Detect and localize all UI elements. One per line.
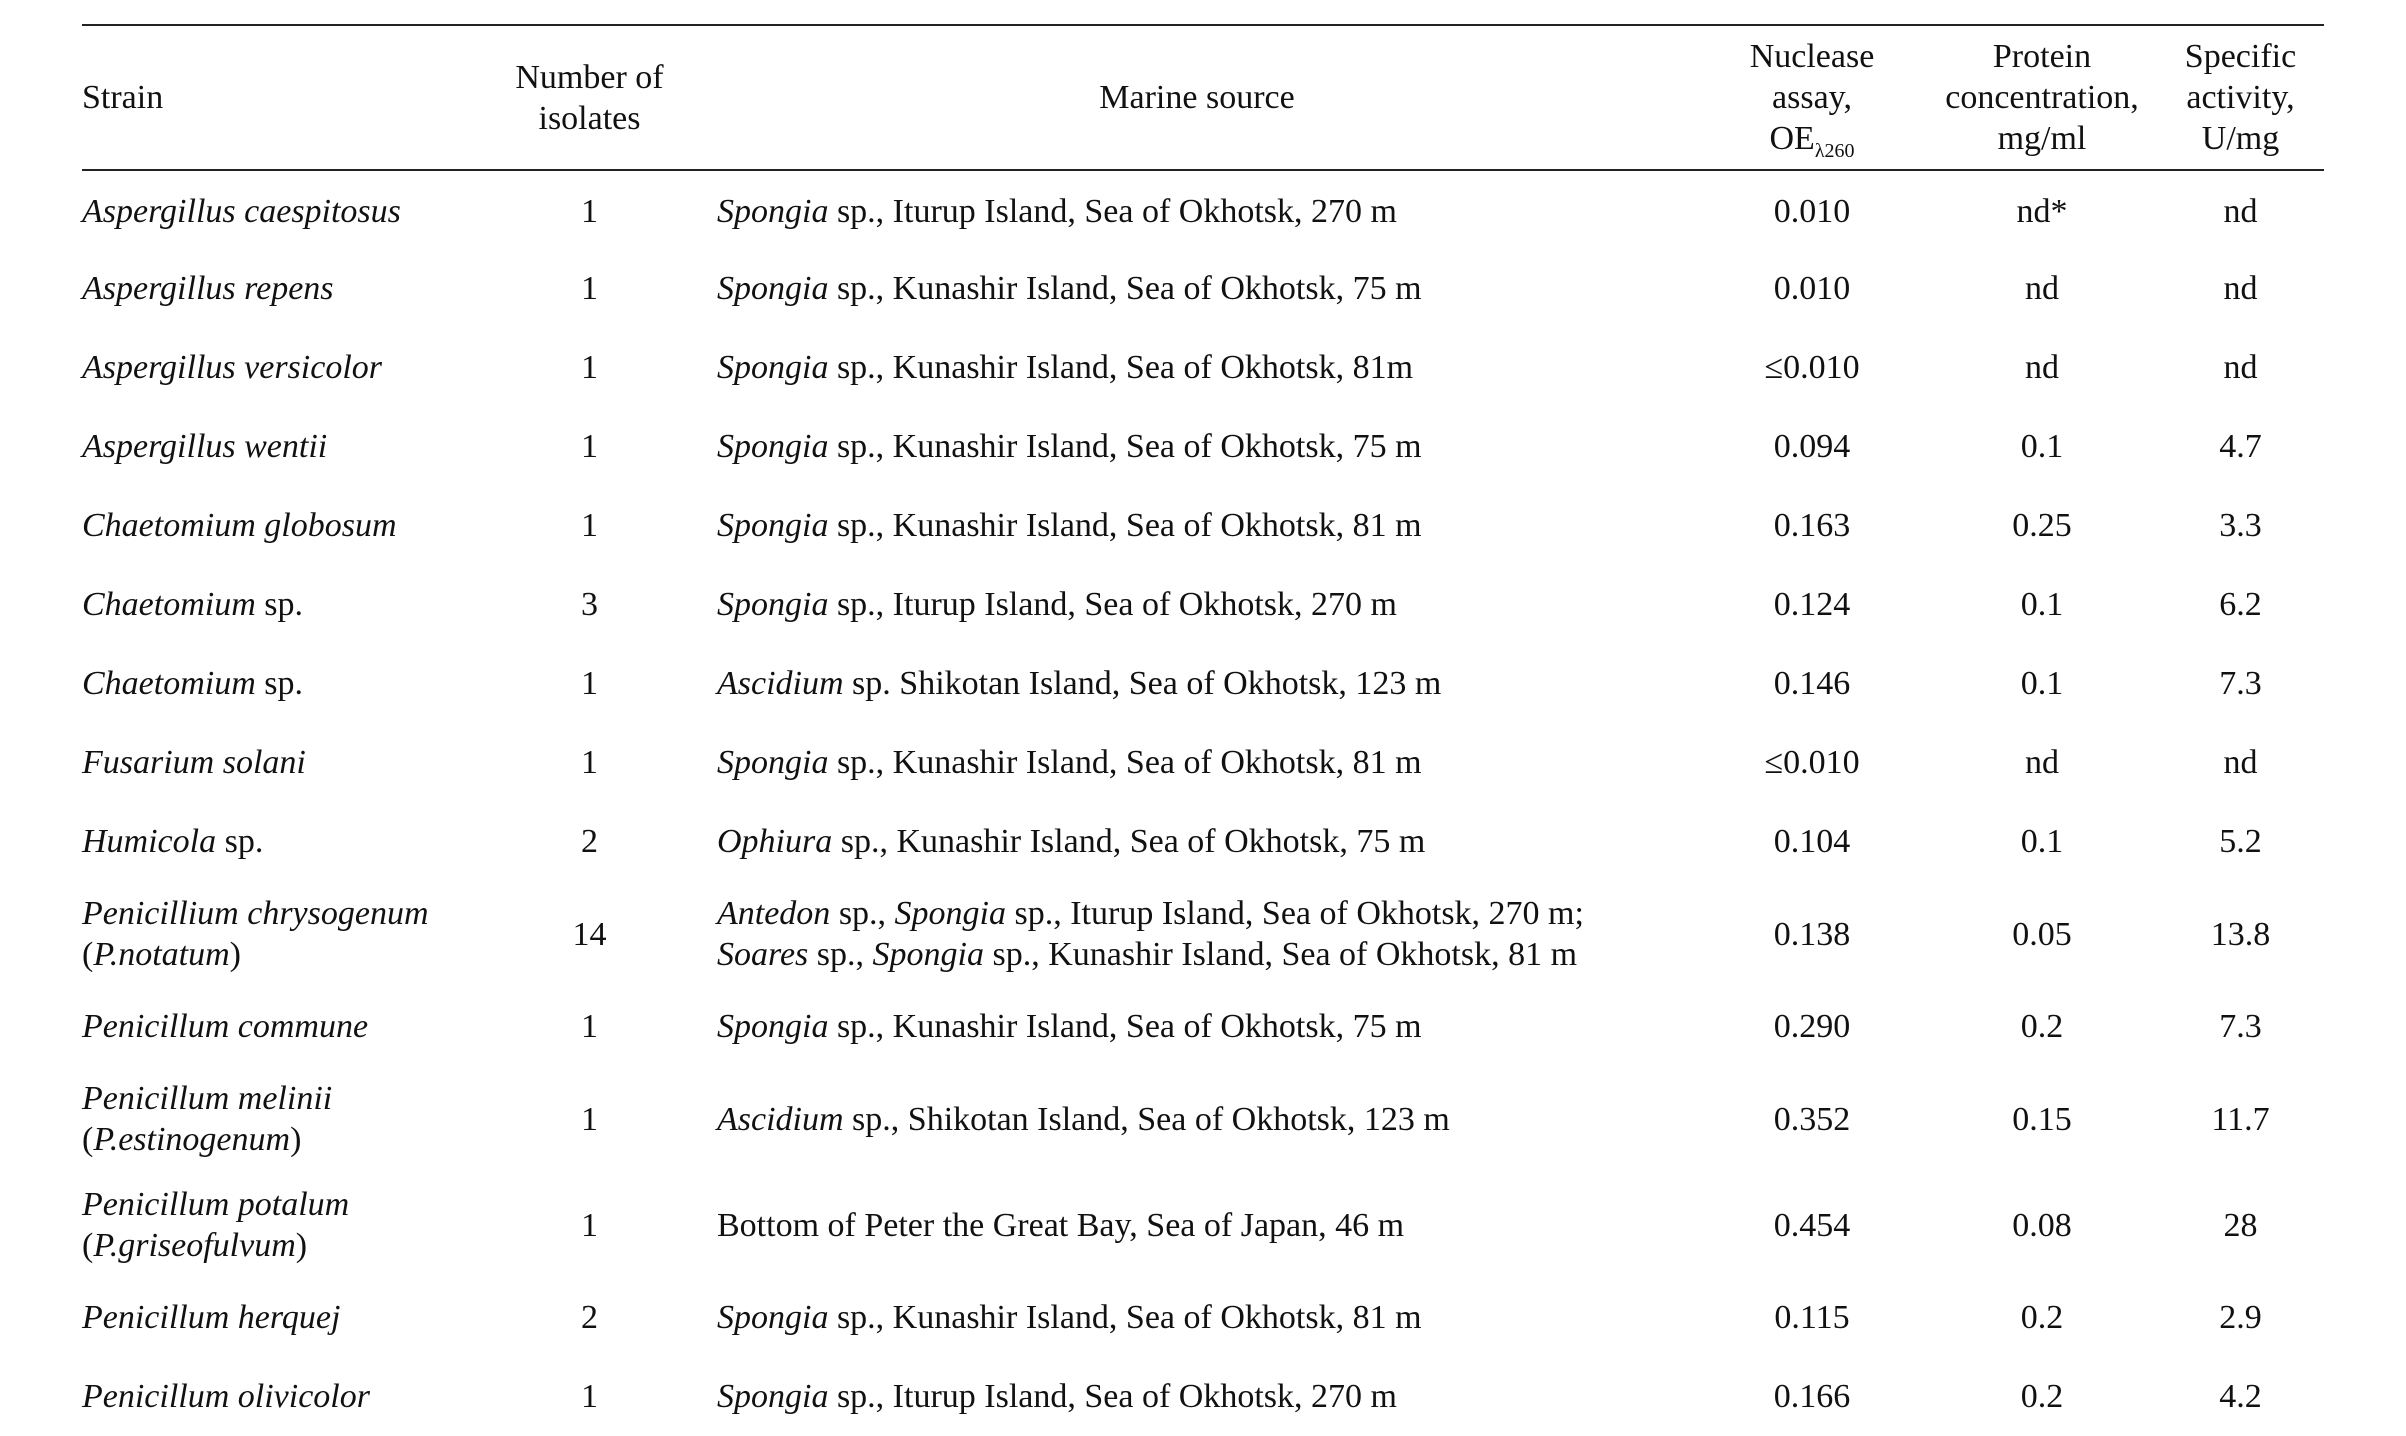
- text-run: ): [229, 936, 241, 973]
- cell-isolates: 1: [581, 744, 598, 781]
- table-row: [82, 1278, 2324, 1357]
- text-run: Penicillum melinii: [82, 1080, 333, 1117]
- table-row: [82, 170, 2324, 249]
- cell-strain: [82, 802, 482, 881]
- cell-specific-activity: 28: [2223, 1206, 2258, 1244]
- table-row: [82, 881, 2324, 987]
- text-run: P.estinogenum: [93, 1121, 291, 1158]
- source-line: [717, 1099, 1697, 1140]
- cell-protein-concentration: 0.05: [2012, 915, 2072, 953]
- text-run: sp.: [255, 665, 304, 702]
- text-run: sp., Iturup Island, Sea of Okhotsk, 270 m;: [1006, 895, 1584, 932]
- cell-strain: [82, 249, 482, 328]
- text-run: Spongia: [717, 428, 829, 465]
- text-run: Soares: [717, 936, 809, 973]
- cell-specific-activity: nd: [2223, 270, 2258, 307]
- text-run: Bottom of Peter the Great Bay, Sea of Japan, 46 m: [717, 1206, 1405, 1244]
- text-run: sp., Kunashir Island, Sea of Okhotsk, 81 m: [828, 1299, 1422, 1336]
- text-run: sp.,: [808, 936, 873, 973]
- table-row: [82, 249, 2324, 328]
- text-run: (: [82, 936, 94, 973]
- header-isolates: Number of isolates: [482, 25, 697, 170]
- cell-protein-concentration: 0.08: [2012, 1206, 2072, 1244]
- text-run: Chaetomium globosum: [82, 507, 397, 544]
- text-run: Aspergillus repens: [82, 270, 334, 307]
- text-run: sp., Kunashir Island, Sea of Okhotsk, 75 m: [832, 823, 1426, 860]
- text-run: Ascidium: [717, 1100, 844, 1138]
- table-row: [82, 407, 2324, 486]
- cell-protein-concentration: nd: [2025, 744, 2059, 781]
- cell-isolates: 1: [581, 1378, 598, 1415]
- text-run: Spongia: [717, 192, 829, 230]
- header-protein-concentration: Protein concentration, mg/ml: [1927, 25, 2157, 170]
- text-run: Aspergillus wentii: [82, 428, 328, 465]
- table-row: [82, 1172, 2324, 1278]
- text-run: Spongia: [717, 349, 829, 386]
- text-run: sp., Kunashir Island, Sea of Okhotsk, 75 m: [828, 270, 1422, 307]
- cell-strain: [82, 1066, 482, 1172]
- cell-marine-source: [697, 170, 1697, 249]
- text-run: Ascidium: [717, 665, 844, 702]
- source-line: [717, 1205, 1697, 1246]
- cell-specific-activity: 11.7: [2211, 1100, 2270, 1138]
- cell-specific-activity: 7.3: [2219, 1008, 2262, 1045]
- header-specific-activity: Specific activity, U/mg: [2157, 25, 2324, 170]
- text-run: Penicillum potalum: [82, 1186, 350, 1223]
- header-nuclease-assay: [1697, 25, 1927, 170]
- cell-strain: [82, 328, 482, 407]
- cell-isolates: 1: [581, 507, 598, 544]
- text-run: Spongia: [717, 507, 829, 544]
- text-run: Penicillum commune: [82, 1008, 369, 1045]
- cell-isolates: 1: [581, 665, 598, 702]
- table-row: [82, 987, 2324, 1066]
- text-run: Penicillum olivicolor: [82, 1378, 370, 1415]
- cell-protein-concentration: 0.1: [2020, 428, 2064, 465]
- text-run: Spongia: [894, 895, 1006, 932]
- text-run: Spongia: [717, 1008, 829, 1045]
- cell-marine-source: [697, 1172, 1697, 1278]
- cell-strain: [82, 1172, 482, 1278]
- text-run: Penicillum herquej: [82, 1299, 341, 1336]
- cell-strain: [82, 1278, 482, 1357]
- table-row: [82, 565, 2324, 644]
- cell-marine-source: [697, 987, 1697, 1066]
- text-run: sp.,: [830, 895, 895, 932]
- text-run: Spongia: [717, 270, 829, 307]
- cell-strain: [82, 987, 482, 1066]
- cell-nuclease-assay: 0.104: [1773, 823, 1851, 860]
- cell-marine-source: [697, 644, 1697, 723]
- source-line: [717, 663, 1697, 704]
- cell-strain: [82, 486, 482, 565]
- cell-isolates: 1: [581, 1100, 598, 1138]
- cell-isolates: 1: [581, 349, 598, 386]
- cell-marine-source: [697, 723, 1697, 802]
- cell-marine-source: [697, 328, 1697, 407]
- cell-protein-concentration: nd*: [2016, 192, 2068, 230]
- text-run: P.griseofulvum: [93, 1227, 296, 1264]
- cell-strain: [82, 723, 482, 802]
- text-run: Spongia: [717, 1378, 829, 1415]
- table-body: [82, 170, 2324, 1436]
- cell-protein-concentration: 0.2: [2020, 1008, 2064, 1045]
- text-run: Fusarium solani: [82, 744, 306, 781]
- text-run: Penicillium chrysogenum: [82, 895, 429, 932]
- text-run: Chaetomium: [82, 665, 256, 702]
- text-run: sp., Kunashir Island, Sea of Okhotsk, 81 m: [983, 936, 1578, 973]
- text-run: sp., Kunashir Island, Sea of Okhotsk, 81m: [828, 349, 1414, 386]
- text-run: sp. Shikotan Island, Sea of Okhotsk, 123 m: [843, 665, 1442, 702]
- text-run: Antedon: [717, 895, 831, 932]
- cell-strain: [82, 881, 482, 987]
- cell-nuclease-assay: 0.166: [1773, 1378, 1851, 1415]
- cell-nuclease-assay: 0.010: [1773, 192, 1851, 230]
- cell-marine-source: [697, 1066, 1697, 1172]
- cell-isolates: 1: [581, 1206, 598, 1244]
- text-run: Aspergillus versicolor: [82, 349, 382, 386]
- cell-nuclease-assay: 0.454: [1773, 1206, 1851, 1244]
- header-strain: Strain: [82, 25, 482, 170]
- fungal-strains-table: [82, 24, 2324, 1436]
- cell-specific-activity: nd: [2223, 744, 2258, 781]
- cell-isolates: 1: [581, 428, 598, 465]
- source-line: [717, 893, 1697, 934]
- cell-marine-source: [697, 881, 1697, 987]
- text-run: Aspergillus caespitosus: [82, 192, 401, 230]
- cell-protein-concentration: 0.1: [2020, 586, 2064, 623]
- cell-protein-concentration: nd: [2025, 270, 2059, 307]
- text-run: Spongia: [717, 586, 829, 623]
- cell-nuclease-assay: 0.290: [1773, 1008, 1851, 1045]
- header-marine-source: Marine source: [697, 25, 1697, 170]
- source-line: [717, 821, 1697, 862]
- text-run: sp., Kunashir Island, Sea of Okhotsk, 81 m: [828, 744, 1422, 781]
- cell-protein-concentration: 0.1: [2020, 823, 2064, 860]
- table-row: [82, 1357, 2324, 1436]
- text-run: Humicola: [82, 823, 217, 860]
- text-run: sp.: [255, 586, 304, 623]
- cell-isolates: 2: [581, 823, 598, 860]
- source-line: [717, 934, 1697, 975]
- text-run: sp., Kunashir Island, Sea of Okhotsk, 75 m: [828, 1008, 1422, 1045]
- text-run: sp., Shikotan Island, Sea of Okhotsk, 123 m: [843, 1100, 1450, 1138]
- cell-nuclease-assay: 0.163: [1773, 507, 1851, 544]
- source-line: [717, 505, 1697, 546]
- cell-nuclease-assay: 0.094: [1773, 428, 1851, 465]
- text-run: sp., Kunashir Island, Sea of Okhotsk, 81 m: [828, 507, 1422, 544]
- table-row: [82, 723, 2324, 802]
- cell-isolates: 1: [581, 192, 598, 230]
- table-row: [82, 486, 2324, 565]
- source-line: [717, 1006, 1697, 1047]
- text-run: sp., Kunashir Island, Sea of Okhotsk, 75 m: [828, 428, 1422, 465]
- cell-specific-activity: 13.8: [2210, 915, 2271, 953]
- source-line: [717, 584, 1697, 625]
- cell-isolates: 1: [581, 1008, 598, 1045]
- cell-protein-concentration: 0.1: [2020, 665, 2064, 702]
- text-run: Ophiura: [717, 823, 833, 860]
- cell-isolates: 2: [581, 1299, 598, 1336]
- cell-isolates: 1: [581, 270, 598, 307]
- nuclease-header-text: Nuclease assay, OE: [1749, 38, 1875, 157]
- cell-protein-concentration: 0.2: [2020, 1299, 2064, 1336]
- cell-nuclease-assay: ≤0.010: [1764, 349, 1860, 386]
- cell-nuclease-assay: 0.352: [1773, 1100, 1851, 1138]
- text-run: Chaetomium: [82, 586, 256, 623]
- cell-protein-concentration: 0.15: [2012, 1100, 2072, 1138]
- text-run: Spongia: [717, 744, 829, 781]
- nuclease-header-subscript: λ260: [1814, 139, 1855, 162]
- header-row: [82, 25, 2324, 170]
- source-line: [717, 268, 1697, 309]
- cell-marine-source: [697, 249, 1697, 328]
- cell-protein-concentration: 0.25: [2012, 507, 2072, 544]
- cell-nuclease-assay: 0.010: [1773, 270, 1851, 307]
- table-header: [82, 25, 2324, 170]
- cell-specific-activity: 6.2: [2219, 586, 2262, 623]
- text-run: ): [295, 1227, 308, 1264]
- text-run: sp., Iturup Island, Sea of Okhotsk, 270 m: [828, 1378, 1397, 1415]
- cell-nuclease-assay: 0.124: [1773, 586, 1851, 623]
- table-row: [82, 644, 2324, 723]
- cell-marine-source: [697, 1278, 1697, 1357]
- cell-marine-source: [697, 802, 1697, 881]
- table-row: [82, 1066, 2324, 1172]
- source-line: [717, 347, 1697, 388]
- cell-protein-concentration: nd: [2025, 349, 2059, 386]
- table-row: [82, 328, 2324, 407]
- cell-nuclease-assay: 0.138: [1773, 915, 1851, 953]
- cell-marine-source: [697, 1357, 1697, 1436]
- cell-isolates: 3: [581, 586, 598, 623]
- cell-strain: [82, 644, 482, 723]
- text-run: sp., Iturup Island, Sea of Okhotsk, 270 m: [828, 192, 1397, 230]
- text-run: ): [290, 1121, 302, 1158]
- text-run: sp.: [216, 823, 264, 860]
- source-line: [717, 1376, 1697, 1417]
- cell-specific-activity: 3.3: [2219, 507, 2262, 544]
- cell-specific-activity: 4.2: [2219, 1378, 2262, 1415]
- source-line: [717, 426, 1697, 467]
- cell-strain: [82, 1357, 482, 1436]
- cell-specific-activity: nd: [2223, 349, 2258, 386]
- cell-specific-activity: 2.9: [2219, 1299, 2262, 1336]
- cell-protein-concentration: 0.2: [2020, 1378, 2064, 1415]
- table-row: [82, 802, 2324, 881]
- text-run: Spongia: [717, 1299, 829, 1336]
- cell-specific-activity: nd: [2223, 192, 2258, 230]
- cell-specific-activity: 5.2: [2219, 823, 2262, 860]
- cell-strain: [82, 170, 482, 249]
- cell-nuclease-assay: 0.146: [1773, 665, 1851, 702]
- text-run: sp., Iturup Island, Sea of Okhotsk, 270 m: [828, 586, 1397, 623]
- cell-strain: [82, 565, 482, 644]
- text-run: P.notatum: [93, 936, 230, 973]
- cell-specific-activity: 7.3: [2219, 665, 2262, 702]
- cell-nuclease-assay: ≤0.010: [1764, 744, 1860, 781]
- cell-nuclease-assay: 0.115: [1774, 1299, 1850, 1336]
- text-run: (: [82, 1121, 94, 1158]
- source-line: [717, 1297, 1697, 1338]
- cell-strain: [82, 407, 482, 486]
- source-line: [717, 742, 1697, 783]
- cell-marine-source: [697, 486, 1697, 565]
- cell-specific-activity: 4.7: [2219, 428, 2262, 465]
- text-run: Spongia: [872, 936, 984, 973]
- text-run: (: [82, 1227, 94, 1264]
- cell-isolates: 14: [572, 915, 607, 953]
- cell-marine-source: [697, 407, 1697, 486]
- cell-marine-source: [697, 565, 1697, 644]
- source-line: [717, 191, 1697, 232]
